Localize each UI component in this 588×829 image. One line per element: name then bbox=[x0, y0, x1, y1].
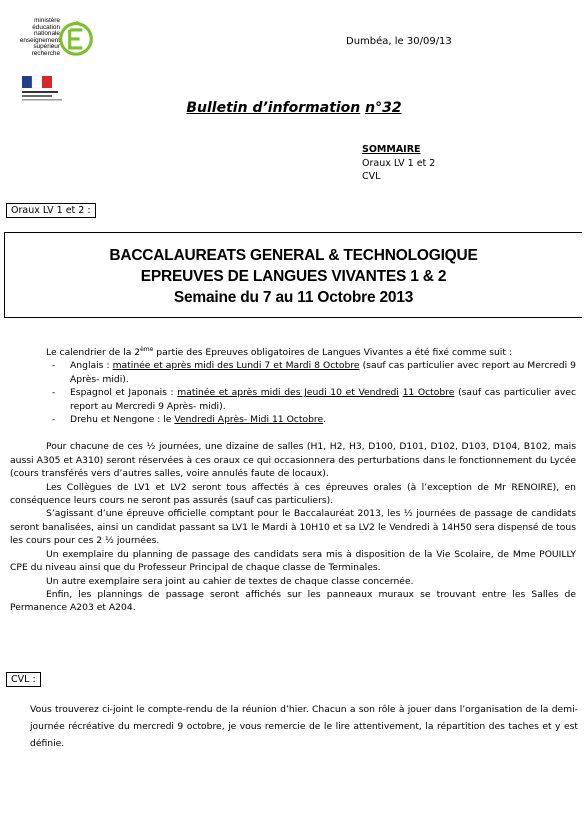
logo-line: enseignement bbox=[19, 36, 60, 44]
list-item-note: . bbox=[323, 414, 327, 426]
paragraph: Un exemplaire du planning de passage des candidats sera mis à disposition de la Vie Scolaire, de Mme POUILLY CPE du niveau ainsi que du Professeur Principal de chaque classe de Terminales. bbox=[10, 548, 576, 574]
paragraph: Les Collègues de LV1 et LV2 seront tous affectés à ces épreuves orales (à l’exception de Mr RENOIRE), en conséquence leurs cours ne seront pas assurés (sauf cas particuliers). bbox=[10, 481, 576, 507]
list-item bbox=[70, 359, 576, 386]
intro-text-end: partie des Epreuves obligatoires de Langues Vivantes a été fixé comme suit : bbox=[153, 347, 512, 358]
summary-block bbox=[362, 143, 435, 184]
paragraph: Enfin, les plannings de passage seront affichés sur les panneaux muraux se trouvant entre les Salles de Permanence A203 et A204. bbox=[10, 588, 576, 614]
summary-item: Oraux LV 1 et 2 bbox=[362, 157, 436, 169]
banner-line-2: EPREUVES DE LANGUES VIVANTES 1 & 2 bbox=[140, 268, 447, 285]
summary-item: CVL bbox=[362, 171, 381, 182]
banner-line-3: Semaine du 7 au 11 Octobre 2013 bbox=[173, 289, 414, 306]
ministry-logo bbox=[14, 18, 88, 92]
cvl-paragraph: Vous trouverez ci-joint le compte-rendu de la réunion d’hier. Chacun a son rôle à jouer dans l’organisation de la demi-journée récréative du mercredi 9 octobre, je vous remercie de le lire attentivement, la répartition des taches et y est définie. bbox=[30, 704, 578, 749]
list-item-date: matinée et après midi des Jeudi 10 et Vendredi bbox=[177, 387, 399, 399]
logo-line: recherche bbox=[31, 49, 60, 57]
logo-line: ministère bbox=[34, 17, 60, 24]
section-tag-cvl: CVL : bbox=[6, 672, 41, 687]
logo-line: nationale bbox=[34, 30, 60, 38]
bulletin-number: n°32 bbox=[365, 100, 402, 116]
e-letter-icon bbox=[58, 20, 94, 56]
bulletin-prefix: Bulletin d’information bbox=[186, 100, 361, 116]
section-tag-oraux: Oraux LV 1 et 2 : bbox=[6, 203, 96, 218]
intro-superscript: ème bbox=[140, 345, 154, 353]
bulletin-title bbox=[0, 100, 588, 116]
logo-line: supérieur bbox=[33, 43, 60, 51]
document-date: Dumbéa, le 30/09/13 bbox=[346, 36, 452, 47]
list-item-note: (sauf cas particulier avec report au Mercredi 9 Après- midi). bbox=[70, 360, 576, 385]
paragraph: S’agissant d’une épreuve officielle comptant pour le Baccalauréat 2013, les ½ journées de passage de candidats seront banalisées, ainsi un candidat passant sa LV1 le Mardi à 10H10 et sa LV2 le Vendredi à 14H50 sera dispensé de tous les cours pour ces 2 ½ journées. bbox=[10, 508, 576, 547]
spacer bbox=[10, 426, 576, 440]
banner-line-1: BACCALAUREATS GENERAL & TECHNOLOGIQUE bbox=[109, 247, 478, 264]
oraux-body bbox=[10, 346, 576, 615]
summary-title: SOMMAIRE bbox=[362, 144, 421, 155]
list-item-label: Anglais : bbox=[70, 360, 113, 372]
list-item-note: (sauf cas particulier avec report au Mercredi 9 Après- midi). bbox=[70, 387, 577, 412]
schedule-list bbox=[10, 359, 576, 426]
list-item-date: matinée et après midi des Lundi 7 et Mardi 8 Octobre bbox=[112, 360, 360, 372]
list-item-label: Drehu et Nengone : le bbox=[70, 414, 175, 426]
list-item-label: Espagnol et Japonais : bbox=[70, 387, 178, 399]
list-item bbox=[70, 386, 576, 413]
exam-banner bbox=[4, 232, 582, 318]
paragraph: Pour chacune de ces ½ journées, une dizaine de salles (H1, H2, H3, D100, D101, D102, D103, D104, B102, mais aussi A305 et A310) seront réservées à ces oraux ce qui occasionnera des perturbations dans le fonctionnement du Lycée (cours transférés vers d’autres salles, voire annulés faute de locaux). bbox=[10, 441, 576, 480]
list-item-date: Vendredi Après- Midi 11 Octobre bbox=[174, 414, 324, 426]
list-item-date: 11 Octobre bbox=[402, 387, 455, 399]
intro-text: Le calendrier de la 2 bbox=[46, 347, 141, 358]
paragraph: Un autre exemplaire sera joint au cahier de textes de chaque classe concernée. bbox=[46, 575, 414, 587]
intro-paragraph bbox=[10, 346, 576, 359]
logo-line: éducation bbox=[32, 23, 60, 31]
list-item bbox=[70, 413, 576, 426]
logo-text bbox=[14, 18, 60, 58]
